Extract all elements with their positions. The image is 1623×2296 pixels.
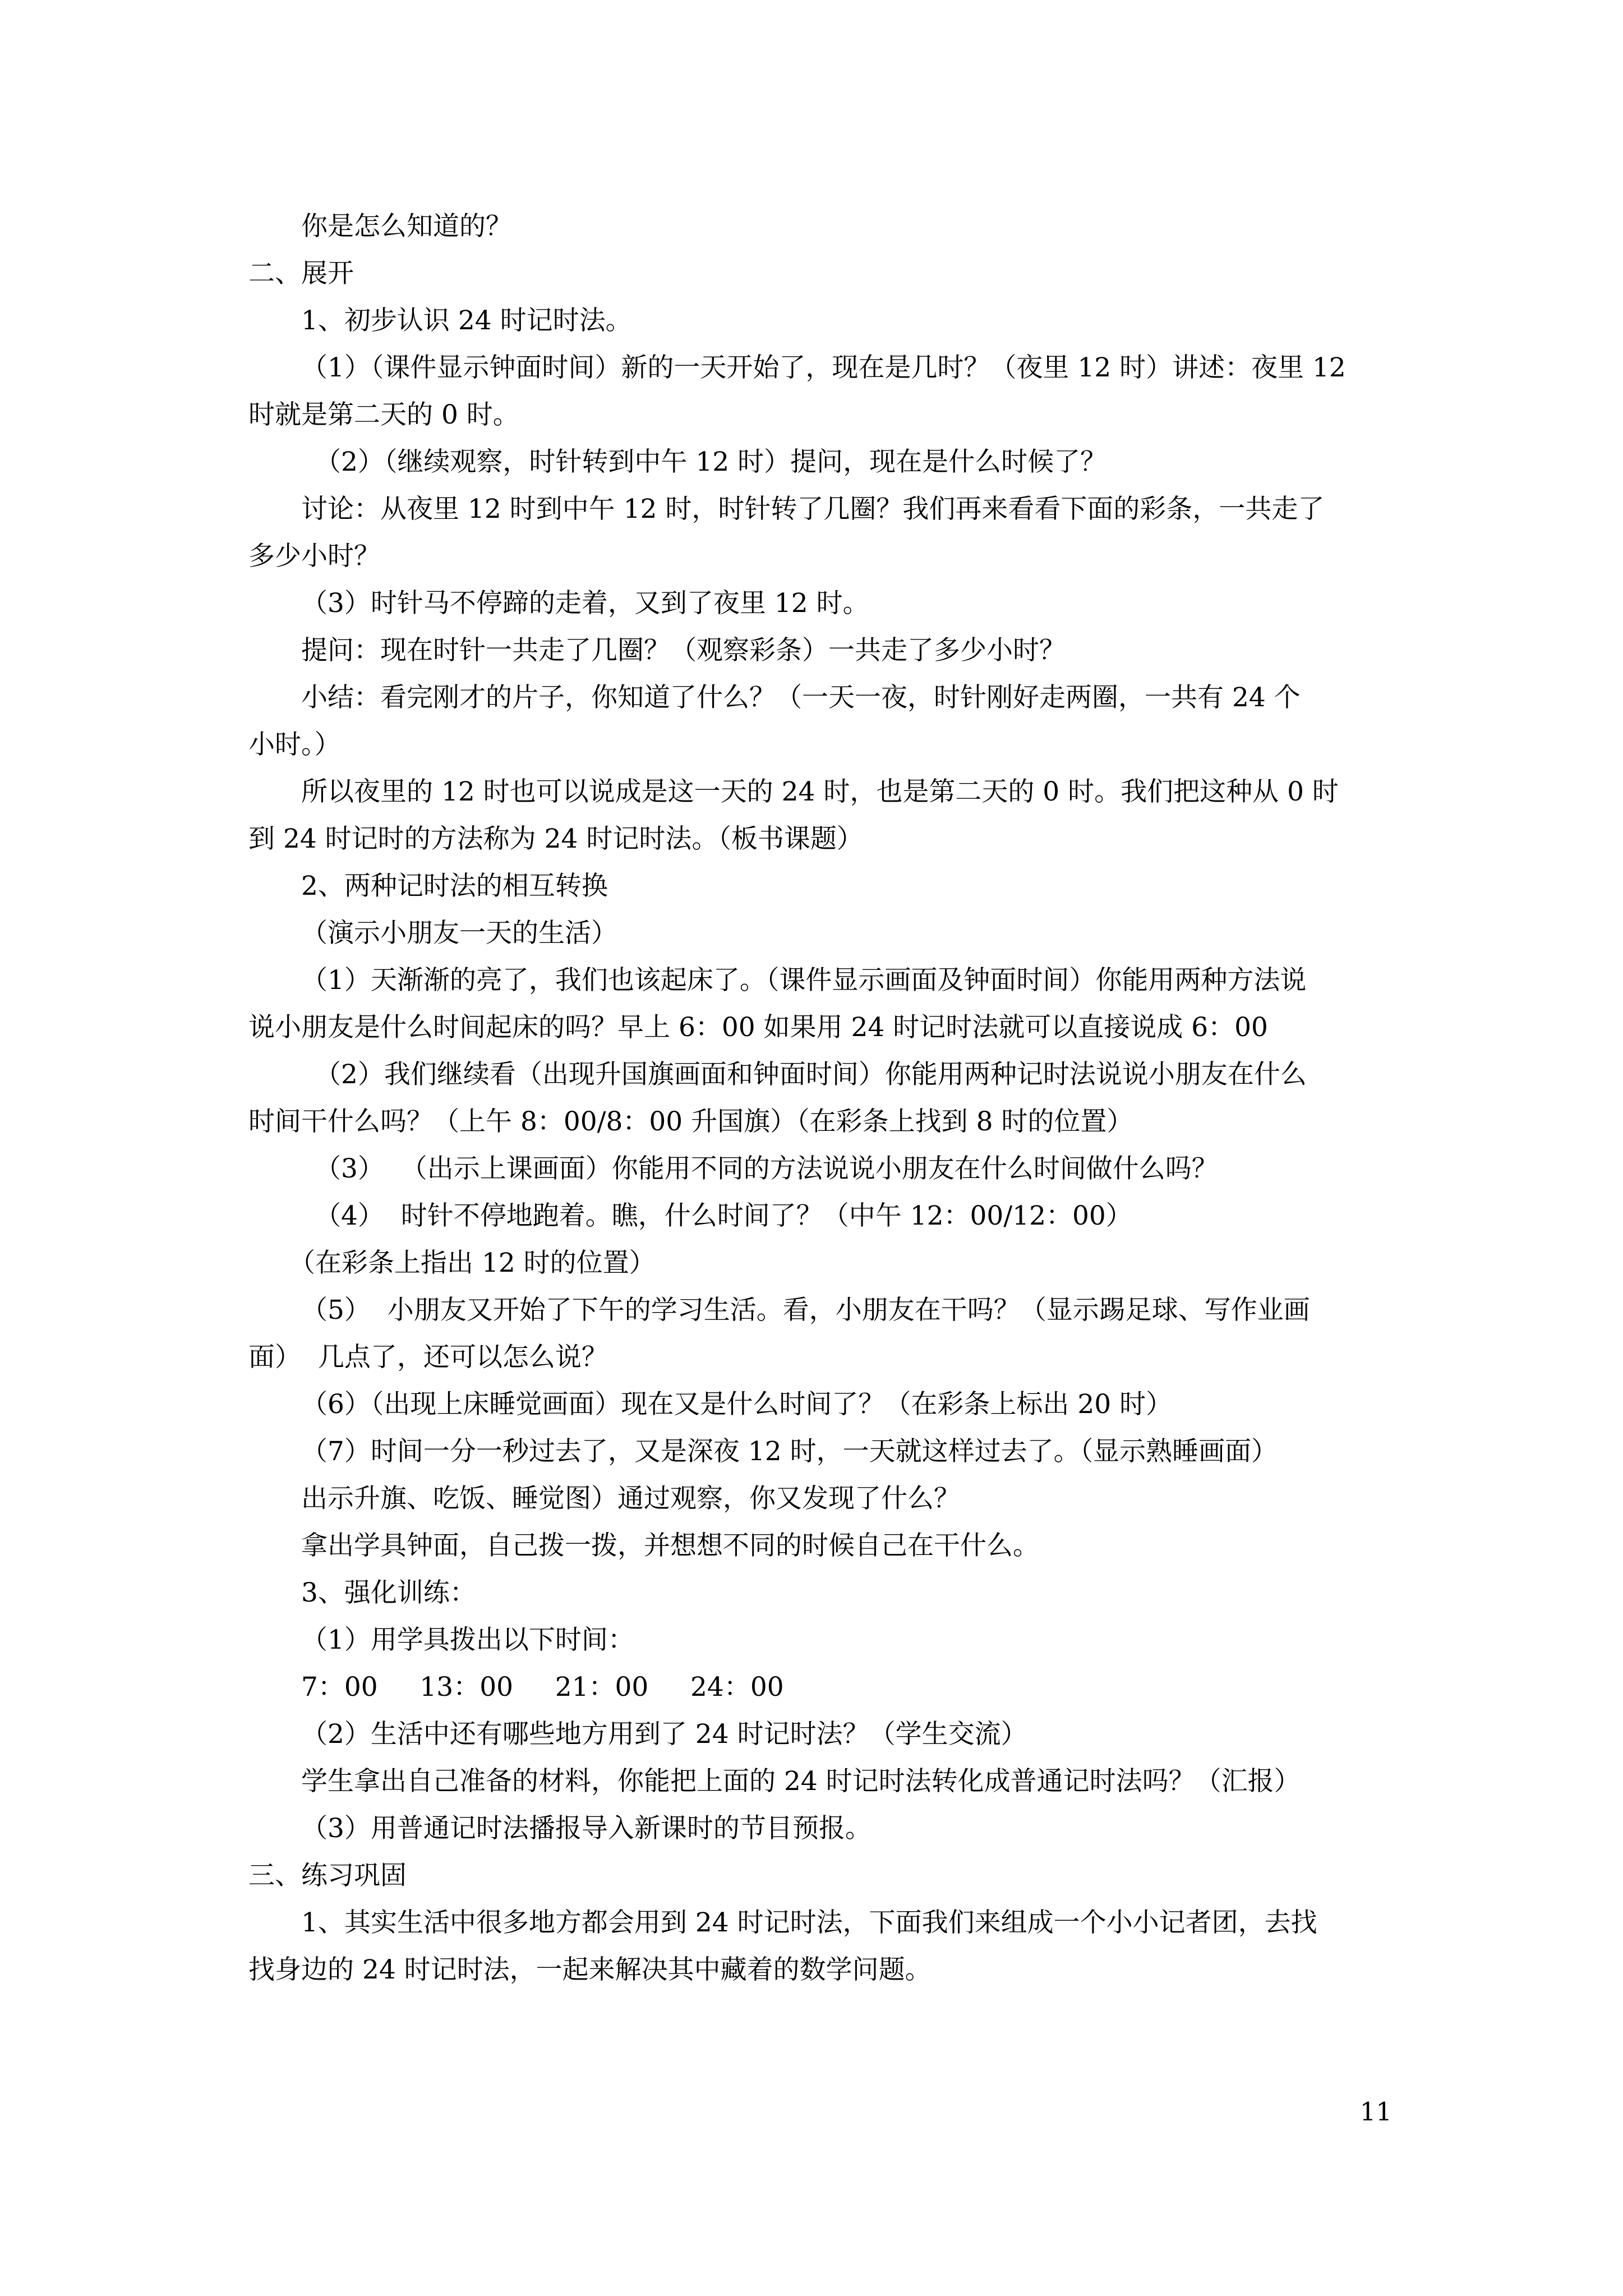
text-line: 小结：看完刚才的片子，你知道了什么？（一天一夜，时针刚好走两圈，一共有 24 个 (301, 682, 1301, 713)
text-line: （7）时间一分一秒过去了，又是深夜 12 时，一天就这样过去了。（显示熟睡画面） (301, 1436, 1278, 1467)
text-line: （3） （出示上课画面）你能用不同的方法说说小朋友在什么时间做什么吗？ (315, 1153, 1218, 1184)
text-line: 所以夜里的 12 时也可以说成是这一天的 24 时，也是第二天的 0 时。我们把这种从 0 时 (301, 776, 1339, 807)
document-body (248, 203, 1398, 1994)
text-line: 1、其实生活中很多地方都会用到 24 时记时法，下面我们来组成一个小小记者团，去找 (301, 1907, 1317, 1938)
text-line: 拿出学具钟面，自己拨一拨，并想想不同的时候自己在干什么。 (301, 1530, 1039, 1561)
text-line: （1）（课件显示钟面时间）新的一天开始了，现在是几时？（夜里 12 时）讲述：夜里 12 (301, 352, 1346, 383)
text-line: 1、初步认识 24 时记时法。 (301, 305, 632, 336)
text-line: 小时。） (248, 729, 341, 760)
text-line: （1）用学具拨出以下时间： (301, 1625, 634, 1655)
text-line: （2）生活中还有哪些地方用到了 24 时记时法？（学生交流） (301, 1719, 1027, 1750)
text-line: （6）（出现上床睡觉画面）现在又是什么时间了？（在彩条上标出 20 时） (301, 1389, 1173, 1420)
text-line: （在彩条上指出 12 时的位置） (289, 1248, 656, 1278)
text-line: 三、练习巩固 (248, 1860, 407, 1891)
text-line: 出示升旗、吃饭、睡觉图）通过观察，你又发现了什么？ (301, 1483, 960, 1514)
text-line: （2）我们继续看（出现升国旗画面和钟面时间）你能用两种记时法说说小朋友在什么 (315, 1059, 1307, 1090)
text-line: 时就是第二天的 0 时。 (248, 399, 519, 430)
text-line: 2、两种记时法的相互转换 (301, 871, 608, 901)
text-line: （演示小朋友一天的生活） (301, 918, 617, 949)
text-line: 多少小时？ (248, 541, 380, 572)
text-line: （3）时针马不停蹄的走着，又到了夜里 12 时。 (301, 588, 869, 619)
text-line: 7：00 13：00 21：00 24：00 (301, 1672, 784, 1703)
text-line: 讨论：从夜里 12 时到中午 12 时，时针转了几圈？我们再来看看下面的彩条，一共走了 (301, 494, 1325, 524)
text-line: 提问：现在时针一共走了几圈？（观察彩条）一共走了多少小时？ (301, 635, 1066, 666)
text-line: （3）用普通记时法播报导入新课时的节目预报。 (301, 1813, 872, 1844)
text-line: 面） 几点了，还可以怎么说？ (248, 1342, 608, 1373)
text-line: 说小朋友是什么时间起床的吗？早上 6：00 如果用 24 时记时法就可以直接说成 6：00 (248, 1012, 1268, 1043)
text-line: （5） 小朋友又开始了下午的学习生活。看，小朋友在干吗？（显示踢足球、写作业画 (301, 1295, 1310, 1326)
text-line: 二、展开 (248, 258, 354, 289)
text-line: （4） 时针不停地跑着。瞧，什么时间了？（中午 12：00/12：00） (315, 1200, 1132, 1231)
text-line: 到 24 时记时的方法称为 24 时记时法。（板书课题） (248, 823, 863, 854)
text-line: （1）天渐渐的亮了，我们也该起床了。（课件显示画面及钟面时间）你能用两种方法说 (301, 965, 1307, 996)
text-line: 找身边的 24 时记时法，一起来解决其中藏着的数学问题。 (248, 1954, 932, 1985)
text-line: 3、强化训练： (301, 1577, 476, 1608)
text-line: （2）（继续观察，时针转到中午 12 时）提问，现在是什么时候了？ (315, 447, 1107, 477)
text-line: 你是怎么知道的？ (301, 211, 512, 242)
page-number: 11 (1359, 2097, 1392, 2127)
text-line: 学生拿出自己准备的材料，你能把上面的 24 时记时法转化成普通记时法吗？（汇报） (301, 1766, 1301, 1797)
text-line: 时间干什么吗？（上午 8：00/8：00 升国旗）（在彩条上找到 8 时的位置） (248, 1106, 1133, 1137)
